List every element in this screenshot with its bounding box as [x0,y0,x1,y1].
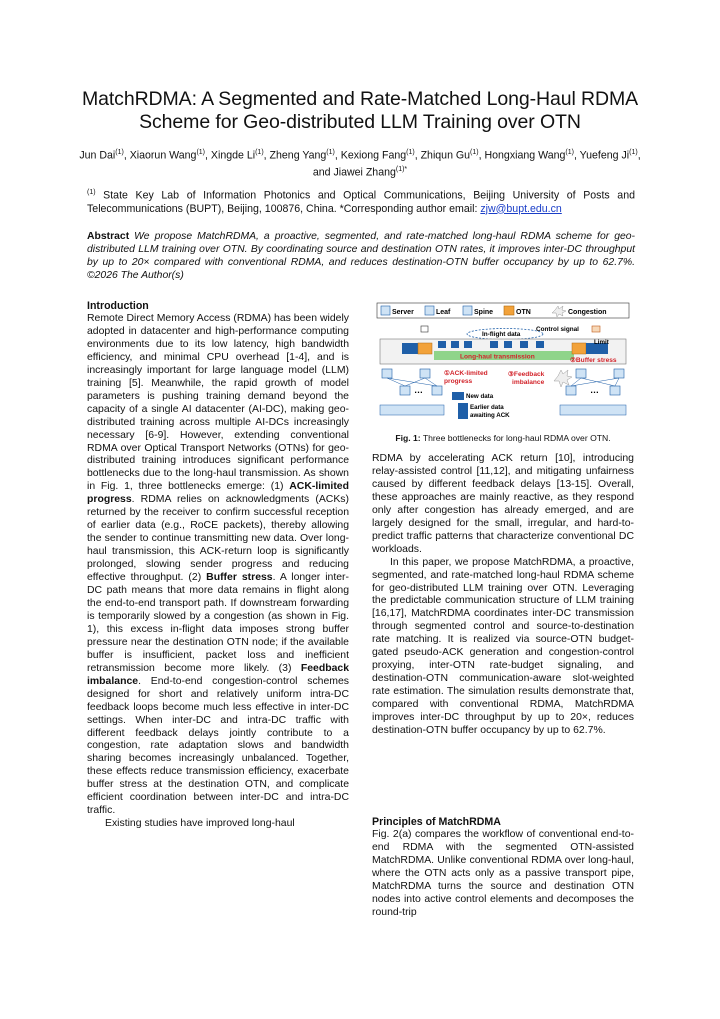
legend-congestion: Congestion [568,309,607,316]
label-control-signal: Control signal [536,326,579,333]
author-affiliation-mark: (1) [565,149,574,156]
spine-icon [463,306,472,315]
bottleneck-ack-limited: ACK-limited progress [87,481,349,506]
label-ellipsis-left: … [414,385,423,395]
principles-section [372,816,634,920]
author-name: Yuefeng Ji [579,149,630,162]
author-affiliation-mark: (1) [406,149,415,156]
label-new-data: New data [466,393,494,400]
legend-otn: OTN [516,309,531,316]
intro-paragraph-1 [87,313,349,818]
intro-text-c: . A longer inter-DC path means that more data remains in flight along the end-to-end transport path. If downstream forwarding is temporarily slowed by a congestion (as shown in Fig. 1), this excess in-flight data imposes strong buffer pressure near the destination OTN node; if the available buffer is insufficient, packet loss and inefficient retransmission become more likely. (3) [87,572,350,674]
author-affiliation-mark: (1) [115,149,124,156]
label-feedback-2: imbalance [512,379,545,386]
author-list: Jun Dai$^{(1)}$, Xiaorun Wang$^{(1)}$, Xingde Li$^{(1)}$, Zheng Yang$^{(1)}$, Kexiong Fang$^{(1)}$, Zhiqun Gu$^{(1)}$, Hongxiang Wang$^{(1)}$, Yuefeng Ji$^{(1)}$, and Jiawei Zhang$^{(1)*}$ [79,149,641,179]
figure-1-caption [372,433,634,444]
intro-text-b: . RDMA relies on acknowledgments (ACKs) returned by the receiver to confirm successful reception of earlier data (e.g., RoCE packets), thereby allowing the sender to continue transmitting new data. Over long-haul transmission, this ACK-return loop is significantly prolonged, slowing sender progress and reducing effective throughput. (2) [87,494,349,584]
label-limit: Limit [594,339,609,346]
label-earlier-data-1: Earlier data [470,404,504,411]
corresponding-email-link[interactable]: zjw@bupt.edu.cn [480,202,562,215]
intro-text-d: . End-to-end congestion-control schemes designed for short and relatively uniform intra-DC feedback loops become much less effective in inter-DC settings. When inter-DC and intra-DC traffic with different feedback delays jointly contribute to a congestion, rate adaptation slows and bandwidth sharing becomes increasingly unbalanced. Together, these effects reduce transmission efficiency, exacerbate buffer stress at the destination OTN, and complicate efficient coordination between inter-DC and intra-DC traffic. [87,675,349,817]
author-affiliation-mark: (1) [629,149,638,156]
left-column [87,300,349,831]
intro-paragraph-2-start: Existing studies have improved long-haul [105,818,295,830]
author-name: Zheng Yang [269,149,327,162]
legend-leaf: Leaf [436,309,451,316]
label-earlier-data-2: awaiting ACK [470,412,510,419]
author-affiliation-mark: (1)* [395,165,408,173]
dest-otn [572,343,586,354]
label-buffer-stress: ②Buffer stress [570,357,617,364]
affiliation [87,186,635,216]
right-column-text [372,453,634,738]
legend-server: Server [392,309,414,316]
figure-1-diagram [372,300,634,430]
label-ellipsis-right: … [590,385,599,395]
legend-spine: Spine [474,309,494,316]
author-affiliation-mark: (1) [255,149,264,156]
caption-label: Fig. 1: [395,433,421,443]
source-servers [402,343,418,354]
label-in-flight: In-flight data [482,331,521,338]
author-affiliation-mark: (1) [196,149,206,156]
bottleneck-feedback-imbalance: Feedback imbalance [87,662,349,687]
figure-1 [372,300,634,430]
bottleneck-buffer-stress: Buffer stress [206,572,273,584]
label-feedback-1: ③Feedback [508,371,545,378]
label-ack-limited-1: ①ACK-limited [444,370,488,377]
abstract [87,230,635,282]
author-name: Jun Dai [79,149,116,162]
principles-paragraph-1: Fig. 2(a) compares the workflow of conventional end-to-end RDMA with the segmented OTN-assisted MatchRDMA. Unlike conventional RDMA over long-haul, where the OTN acts only as a passive transport pipe, MatchRDMA turns the source and destination OTN nodes into active control elements and decomposes the round-trip [372,829,634,918]
section-heading-introduction: Introduction [87,300,149,312]
author-name: Xiaorun Wang [129,149,197,162]
abstract-text: We propose MatchRDMA, a proactive, segmented, and rate-matched long-haul RDMA scheme for geo-distributed LLM training over OTN. By coordinating source and destination OTN rates, it improves inter-DC throughput by up to 20× compared with conventional RDMA, and reduces destination-OTN buffer occupancy by up to 62.7%. ©2026 The Author(s) [87,231,635,281]
abstract-label: Abstract [87,231,130,242]
intro-text-a: Remote Direct Memory Access (RDMA) has been widely adopted in datacenter and high-performance computing environments due to its low latency, high bandwidth efficiency, and minimal CPU overhead [1-4], and is increasingly important for large language model (LLM) training [5]. Meanwhile, the rapid growth of model parameters is pushing training demand beyond the capacity of a single AI datacenter (AI-DC), making geo-distributed training across multiple AI-DCs increasingly necessary [6-9]. However, extending conventional RDMA over Optical Transport Networks (OTNs) for geo-distributed training introduces significant performance bottlenecks due to the long-haul transmission. As shown in Fig. 1, three bottlenecks emerge: (1) [87,313,349,493]
otn-icon [504,306,514,315]
source-otn [418,343,432,354]
intro-paragraph-3: In this paper, we propose MatchRDMA, a proactive, segmented, and rate-matched long-haul RDMA scheme for geo-distributed LLM training over OTN. Leveraging the predictable communication structure of LLM training [16,17], MatchRDMA coordinates inter-DC transmission through segmented control and source-to-destination rate matching. It is realized via source-OTN budget-gated pseudo-ACK generation and congestion-control proxying, inter-OTN rate-budget signaling, and destination-OTN communication-aware slot-weighted rate estimation. The simulation results demonstrate that, compared with conventional RDMA, MatchRDMA improves inter-DC throughput by up to 20×, reduces destination-OTN buffer occupancy by up to 62.7%. [372,556,634,737]
server-icon [381,306,390,315]
leaf-icon [425,306,434,315]
author-affiliation-mark: (1) [470,149,479,156]
intro-paragraph-2-cont: RDMA by accelerating ACK return [10], introducing relay-assisted control [11,12], and mitigating unfairness caused by different feedback delays [13-15]. Overall, these approaches are mainly reactive, as they respond only after congestion has already emerged, and are largely designed for the small, irregular, and hard-to-predict traffic patterns that characterize conventional DC workloads. [372,453,634,555]
affiliation-text: State Key Lab of Information Photonics and Optical Communications, Beijing University of Posts and Telecommunications (BUPT), Beijing, 100876, China. *Corresponding author email: [87,189,635,215]
caption-text: Three bottlenecks for long-haul RDMA over OTN. [420,433,611,443]
author-name: Hongxiang Wang [484,149,566,162]
author-name: Zhiqun Gu [420,149,471,162]
author-affiliation-mark: (1) [326,149,335,156]
author-name: Xingde Li [210,149,256,162]
author-name: Kexiong Fang [340,149,407,162]
section-heading-principles: Principles of MatchRDMA [372,816,501,828]
author-name: Jiawei Zhang [333,166,396,179]
affiliation-mark: (1) [87,189,96,196]
label-long-haul: Long-haul transmission [460,353,535,361]
paper-title: MatchRDMA: A Segmented and Rate-Matched Long-Haul RDMA Scheme for Geo-distributed LLM Training over OTN [81,88,639,133]
label-ack-limited-2: progress [444,378,473,385]
